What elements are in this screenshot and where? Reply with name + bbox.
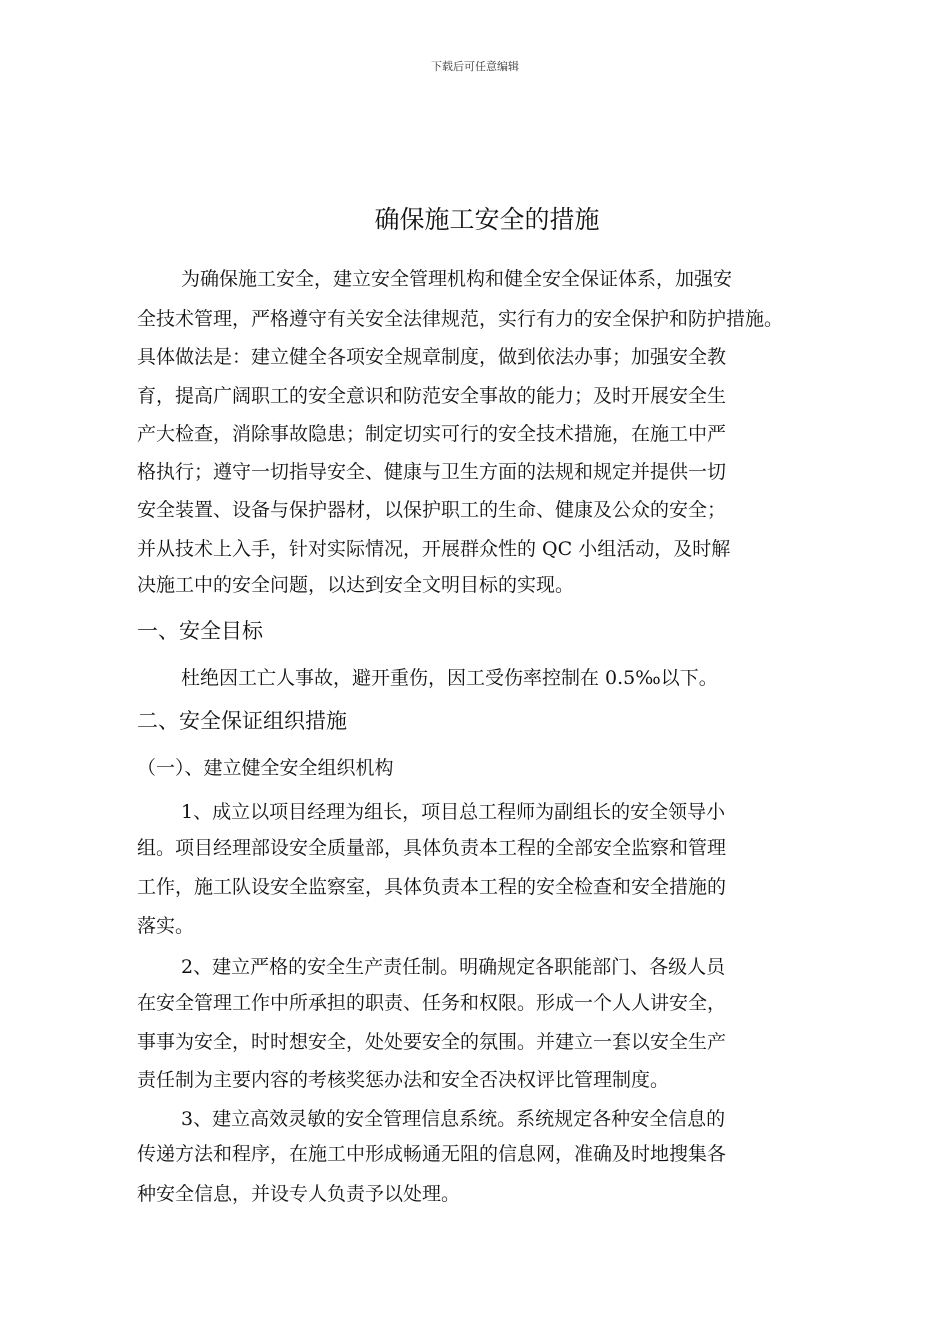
section-text: 杜绝因工亡人事故，避开重伤，因工受伤率控制在 0.5‰以下。 — [181, 667, 718, 689]
item-line: 事事为安全，时时想安全，处处要安全的氛围。并建立一套以安全生产 — [137, 1031, 727, 1053]
document-title: 确保施工安全的措施 — [374, 205, 600, 234]
item-line: 组。项目经理部设安全质量部，具体负责本工程的全部安全监察和管理 — [137, 837, 727, 859]
item-line: 2、建立严格的安全生产责任制。明确规定各职能部门、各级人员 — [181, 956, 726, 978]
intro-line: 格执行；遵守一切指导安全、健康与卫生方面的法规和规定并提供一切 — [137, 461, 727, 483]
item-line: 落实。 — [137, 915, 195, 937]
item-line: 传递方法和程序，在施工中形成畅通无阻的信息网，准确及时地搜集各 — [137, 1143, 727, 1165]
intro-line: 产大检查，消除事故隐患；制定切实可行的安全技术措施，在施工中严 — [137, 423, 727, 445]
section-heading: 二、安全保证组织措施 — [137, 709, 347, 733]
section-heading: 一、安全目标 — [137, 619, 263, 643]
intro-line: 全技术管理，严格遵守有关安全法律规范，实行有力的安全保护和防护措施。 — [137, 308, 784, 330]
page-header-note: 下载后可任意编辑 — [431, 60, 519, 73]
item-line: 责任制为主要内容的考核奖惩办法和安全否决权评比管理制度。 — [137, 1069, 670, 1091]
intro-line: 具体做法是：建立健全各项安全规章制度，做到依法办事；加强安全教 — [137, 346, 727, 368]
item-line: 工作，施工队设安全监察室，具体负责本工程的安全检查和安全措施的 — [137, 876, 727, 898]
intro-line: 决施工中的安全问题，以达到安全文明目标的实现。 — [137, 574, 575, 596]
intro-line: 并从技术上入手，针对实际情况，开展群众性的 QC 小组活动，及时解 — [137, 538, 731, 560]
subsection-heading: （一）、建立健全安全组织机构 — [137, 757, 394, 779]
item-line: 3、建立高效灵敏的安全管理信息系统。系统规定各种安全信息的 — [181, 1108, 726, 1130]
item-line: 种安全信息，并设专人负责予以处理。 — [137, 1183, 461, 1205]
item-line: 在安全管理工作中所承担的职责、任务和权限。形成一个人人讲安全， — [137, 992, 727, 1014]
intro-line: 育，提高广阔职工的安全意识和防范安全事故的能力；及时开展安全生 — [137, 385, 727, 407]
item-line: 1、成立以项目经理为组长，项目总工程师为副组长的安全领导小 — [181, 801, 726, 823]
intro-line: 为确保施工安全，建立安全管理机构和健全安全保证体系，加强安 — [181, 268, 733, 290]
intro-line: 安全装置、设备与保护器材，以保护职工的生命、健康及公众的安全； — [137, 499, 727, 521]
